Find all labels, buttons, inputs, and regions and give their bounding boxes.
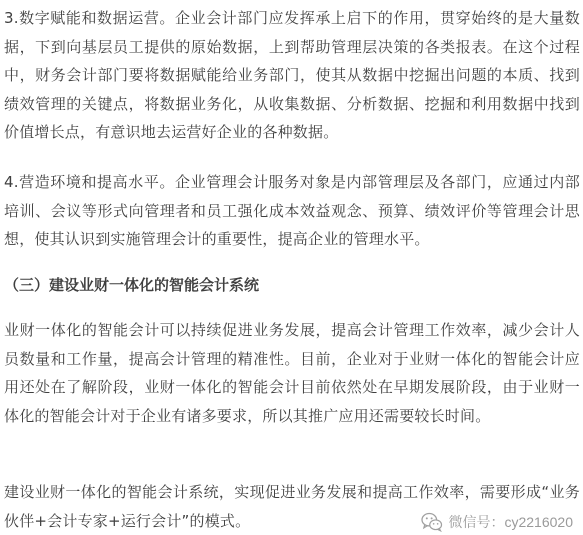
- paragraph-smart-accounting: 业财一体化的智能会计可以持续促进业务发展，提高会计管理工作效率，减少会计人员数量和工作量，提高会计管理的精准性。目前，企业对于业财一体化的智能会计应用还处在了解阶段，业财一体化的智能会计目前依然处在早期发展阶段，由于业财一体化的智能会计对于企业有诸多要求，所以其推广应用还需要较长时间。: [4, 321, 580, 425]
- paragraph-data-operations: 3.数字赋能和数据运营。企业会计部门应发挥承上启下的作用，贯穿始终的是大量数据，下到向基层员工提供的原始数据，上到帮助管理层决策的各类报表。在这个过程中，财务会计部门要将数据赋能给业务部门，使其从数据中挖掘出问题的本质、找到绩效管理的关键点，将数据业务化，从收集数据、分析数据、挖掘和利用数据中找到价值增长点，有意识地去运营好企业的各种数据。: [4, 9, 580, 142]
- wechat-watermark: [417, 511, 573, 533]
- paragraph-environment-level: 4.营造环境和提高水平。企业管理会计服务对象是内部管理层及各部门，应通过内部培训、会议等形式向管理者和员工强化成本效益观念、预算、绩效评价等管理会计思想，使其认识到实施管理会计的重要性，提高企业的管理水平。: [4, 173, 580, 249]
- section-heading: （三）建设业财一体化的智能会计系统: [4, 276, 260, 294]
- paragraph-business-partner-model: 建设业财一体化的智能会计系统，实现促进业务发展和提高工作效率，需要形成“业务伙伴+会计专家+运行会计”的模式。: [4, 483, 580, 530]
- wechat-icon: [421, 512, 443, 532]
- watermark-text: 微信号：cy2216020: [448, 514, 573, 530]
